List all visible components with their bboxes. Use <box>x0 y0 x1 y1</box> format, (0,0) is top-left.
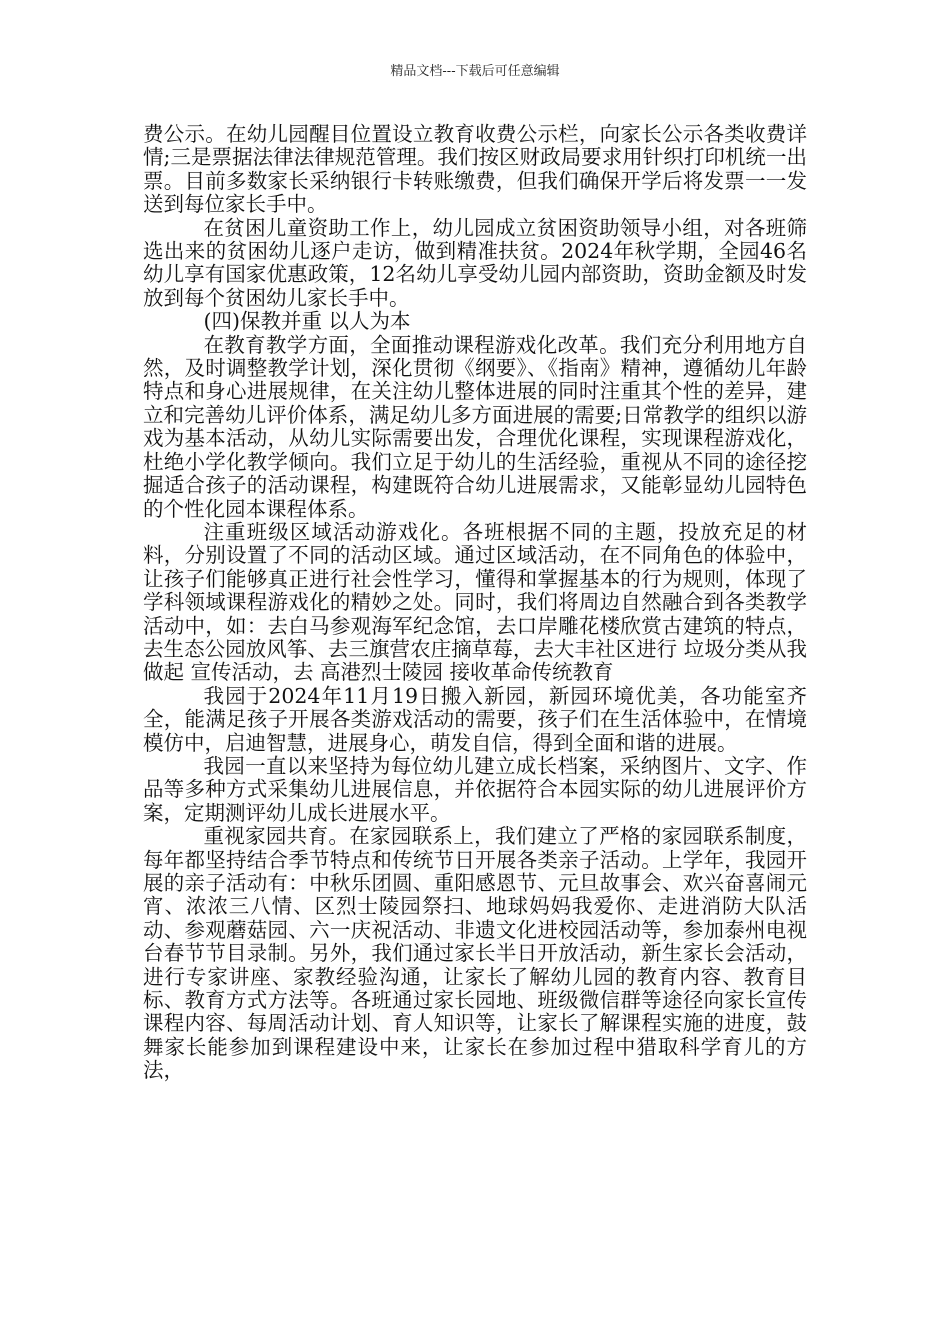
paragraph-home-school: 重视家园共育。在家园联系上，我们建立了严格的家园联系制度，每年都坚持结合季节特点和传统节日开展各类亲子活动。上学年，我园开展的亲子活动有：中秋乐团圆、重阳感恩节、元旦故事会、欢兴奋喜闹元宵、浓浓三八情、区烈士陵园祭扫、地球妈妈我爱你、走进消防大队活动、参观蘑菇园、六一庆祝活动、非遗文化进校园活动等，参加泰州电视台春节节目录制。另外，我们通过家长半日开放活动，新生家长会活动，进行专家讲座、家教经验沟通，让家长了解幼儿园的教育内容、教育目标、教育方式方法等。各班通过家长园地、班级微信群等途径向家长宣传课程内容、每周活动计划、育人知识等，让家长了解课程实施的进度，鼓舞家长能参加到课程建设中来，让家长在参加过程中猎取科学育儿的方法， <box>143 824 807 1083</box>
document-body <box>143 123 807 1083</box>
paragraph-new-campus: 我园于2024年11月19日搬入新园，新园环境优美，各功能室齐全，能满足孩子开展各类游戏活动的需要，孩子们在生活体验中，在情境模仿中，启迪智慧，进展身心，萌发自信，得到全面和谐的进展。 <box>143 683 807 755</box>
paragraph-activity-areas: 注重班级区域活动游戏化。各班根据不同的主题，投放充足的材料，分别设置了不同的活动区域。通过区域活动，在不同角色的体验中，让孩子们能够真正进行社会性学习，懂得和掌握基本的行为规则，体现了学科领域课程游戏化的精妙之处。同时，我们将周边自然融合到各类教学活动中，如：去白马参观海军纪念馆，去口岸雕花楼欣赏古建筑的特点，去生态公园放风筝、去三旗营农庄摘草莓，去大丰社区进行 垃圾分类从我做起 宣传活动，去 高港烈士陵园 接收革命传统教育 <box>143 519 807 685</box>
paragraph-growth-records: 我园一直以来坚持为每位幼儿建立成长档案，采纳图片、文字、作品等多种方式采集幼儿进展信息，并依据符合本园实际的幼儿进展评价方案，定期测评幼儿成长进展水平。 <box>143 753 807 825</box>
page-header: 精品文档---下载后可任意编辑 <box>390 64 560 79</box>
paragraph-poverty-aid: 在贫困儿童资助工作上，幼儿园成立贫困资助领导小组，对各班筛选出来的贫困幼儿逐户走访，做到精准扶贫。2024年秋学期，全园46名幼儿享有国家优惠政策，12名幼儿享受幼儿园内部资助，资助金额及时发放到每个贫困幼儿家长手中。 <box>143 215 807 310</box>
paragraph-fee-disclosure: 费公示。在幼儿园醒目位置设立教育收费公示栏，向家长公示各类收费详情;三是票据法律法律规范管理。我们按区财政局要求用针织打印机统一出票。目前多数家长采纳银行卡转账缴费，但我们确保开学后将发票一一发送到每位家长手中。 <box>143 122 807 217</box>
section-heading: (四)保教并重 以人为本 <box>203 309 411 334</box>
paragraph-curriculum: 在教育教学方面，全面推动课程游戏化改革。我们充分利用地方自然，及时调整教学计划，深化贯彻《纲要》、《指南》精神，遵循幼儿年龄特点和身心进展规律，在关注幼儿整体进展的同时注重其个性的差异，建立和完善幼儿评价体系，满足幼儿多方面进展的需要;日常教学的组织以游戏为基本活动，从幼儿实际需要出发，合理优化课程，实现课程游戏化，杜绝小学化教学倾向。我们立足于幼儿的生活经验，重视从不同的途径挖掘适合孩子的活动课程，构建既符合幼儿进展需求，又能彰显幼儿园特色的个性化园本课程体系。 <box>143 332 807 521</box>
